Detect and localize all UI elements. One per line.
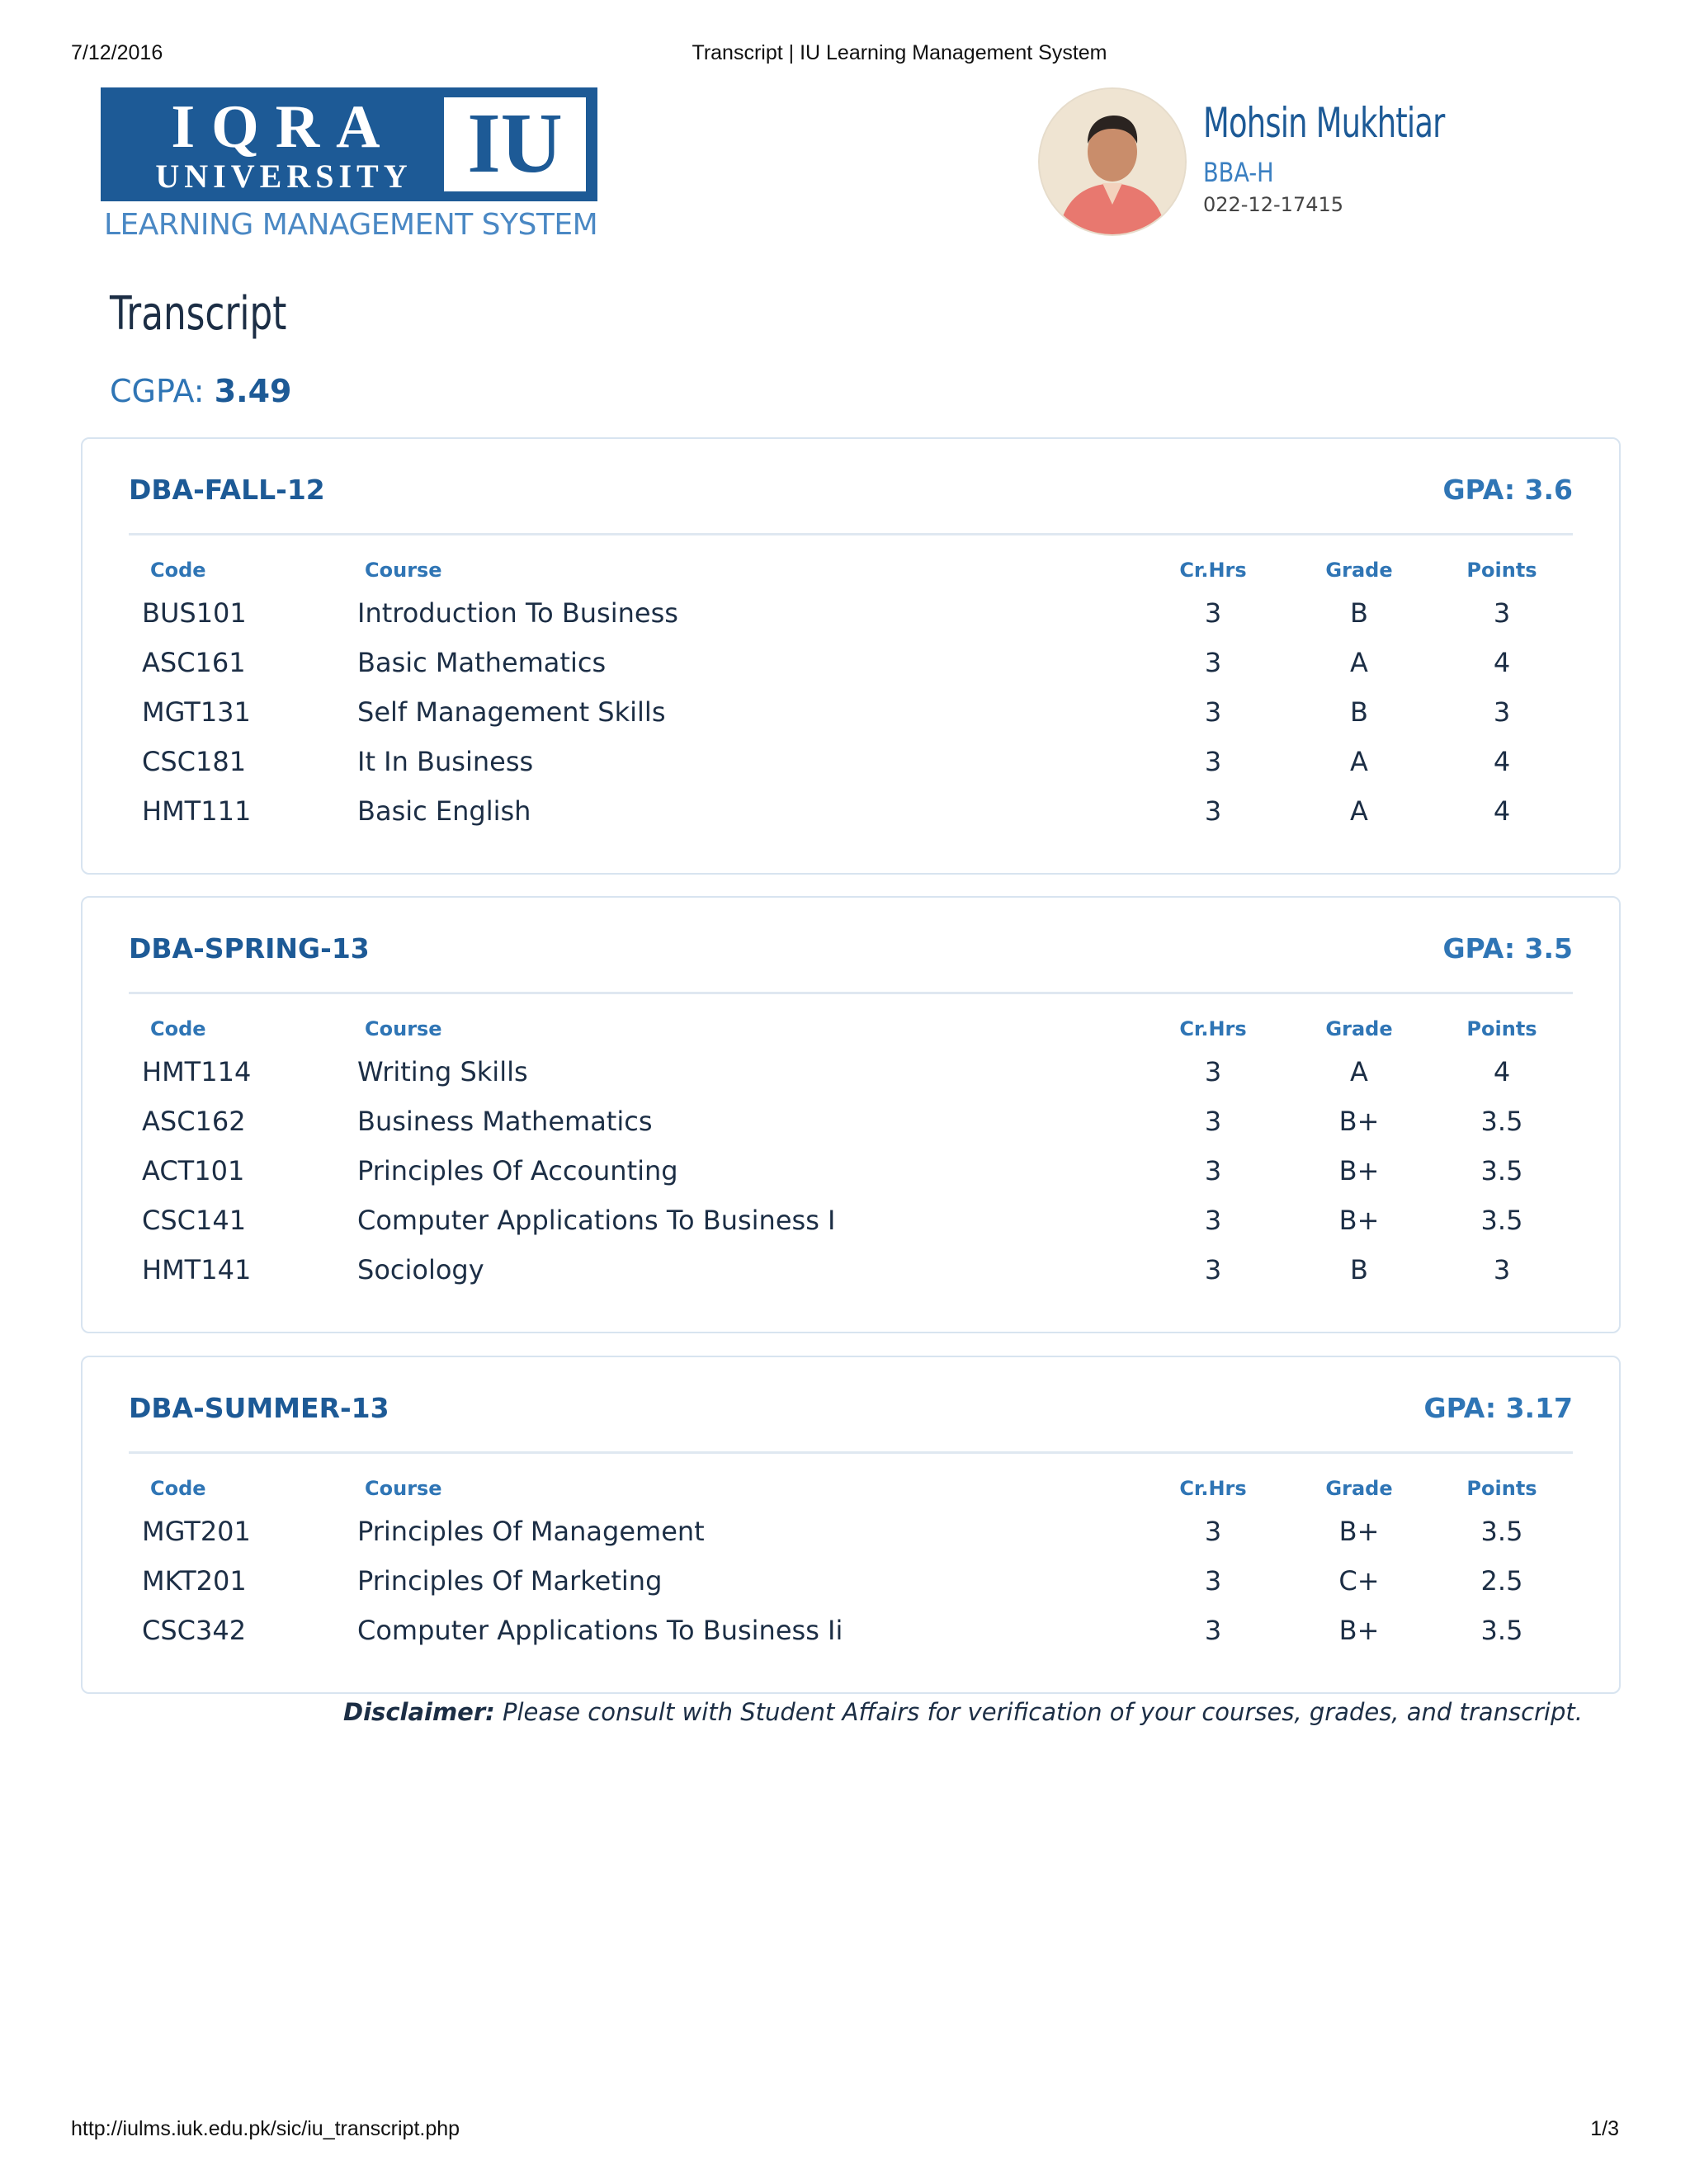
course-crhrs: 3	[1204, 647, 1222, 678]
course-code: HMT141	[142, 1254, 252, 1285]
course-code: ASC161	[142, 647, 246, 678]
course-grade: A	[1350, 795, 1368, 827]
print-date: 7/12/2016	[71, 41, 163, 64]
disclaimer-text: Please consult with Student Affairs for verification of your courses, grades, and transcript.	[494, 1698, 1583, 1726]
col-header-code: Code	[150, 1477, 206, 1500]
course-title: Sociology	[357, 1254, 484, 1285]
logo-iu-text: IU	[467, 96, 563, 191]
print-footer	[0, 2117, 1690, 2147]
course-code: MGT131	[142, 696, 251, 728]
course-points: 3	[1493, 696, 1511, 728]
page-number: 1/3	[1590, 2117, 1619, 2140]
course-points: 3.5	[1480, 1516, 1523, 1547]
logo-university-text: UNIVERSITY	[155, 158, 413, 195]
course-points: 4	[1493, 1056, 1511, 1087]
page-title: Transcript	[110, 287, 287, 341]
course-crhrs: 3	[1204, 1516, 1222, 1547]
course-crhrs: 3	[1204, 597, 1222, 629]
col-header-points: Points	[1466, 559, 1537, 582]
course-grade: B+	[1338, 1106, 1380, 1137]
avatar-icon	[1040, 89, 1185, 234]
disclaimer-label: Disclaimer:	[343, 1698, 495, 1726]
course-crhrs: 3	[1204, 696, 1222, 728]
course-points: 4	[1493, 795, 1511, 827]
course-title: It In Business	[357, 746, 534, 777]
col-header-crhrs: Cr.Hrs	[1179, 1017, 1247, 1040]
course-title: Principles Of Management	[357, 1516, 705, 1547]
course-crhrs: 3	[1204, 1205, 1222, 1236]
course-points: 3.5	[1480, 1615, 1523, 1646]
logo-iu-mark	[444, 97, 586, 191]
logo-banner	[101, 87, 597, 201]
course-title: Principles Of Accounting	[357, 1155, 678, 1186]
col-header-course: Course	[365, 1017, 442, 1040]
course-code: HMT111	[142, 795, 252, 827]
course-crhrs: 3	[1204, 1565, 1222, 1597]
iqra-university-logo[interactable]	[101, 87, 597, 249]
course-grade: A	[1350, 647, 1368, 678]
student-id: 022-12-17415	[1203, 193, 1344, 216]
course-crhrs: 3	[1204, 1106, 1222, 1137]
print-header	[0, 41, 1690, 71]
term-panel	[81, 437, 1621, 875]
course-grade: B	[1350, 1254, 1368, 1285]
term-panel	[81, 896, 1621, 1333]
student-avatar	[1038, 87, 1187, 236]
term-header	[129, 1357, 1573, 1454]
course-code: CSC342	[142, 1615, 247, 1646]
col-header-course: Course	[365, 1477, 442, 1500]
course-points: 2.5	[1480, 1565, 1523, 1597]
course-title: Computer Applications To Business I	[357, 1205, 836, 1236]
term-gpa: GPA: 3.5	[1442, 932, 1573, 965]
course-grade: B+	[1338, 1205, 1380, 1236]
course-points: 3.5	[1480, 1205, 1523, 1236]
student-name: Mohsin Mukhtiar	[1203, 99, 1445, 147]
course-title: Principles Of Marketing	[357, 1565, 663, 1597]
cgpa-value: 3.49	[214, 373, 292, 409]
course-grade: B+	[1338, 1516, 1380, 1547]
term-name: DBA-FALL-12	[129, 474, 325, 506]
col-header-grade: Grade	[1325, 1477, 1393, 1500]
course-code: MKT201	[142, 1565, 247, 1597]
course-code: ASC162	[142, 1106, 246, 1137]
course-grade: B	[1350, 597, 1368, 629]
course-grade: C+	[1338, 1565, 1380, 1597]
col-header-code: Code	[150, 1017, 206, 1040]
course-points: 3	[1493, 597, 1511, 629]
course-points: 3.5	[1480, 1155, 1523, 1186]
term-panel	[81, 1356, 1621, 1694]
page-url[interactable]: http://iulms.iuk.edu.pk/sic/iu_transcript.php	[71, 2117, 460, 2140]
course-code: BUS101	[142, 597, 247, 629]
course-crhrs: 3	[1204, 1155, 1222, 1186]
course-crhrs: 3	[1204, 795, 1222, 827]
course-code: HMT114	[142, 1056, 252, 1087]
course-title: Basic Mathematics	[357, 647, 607, 678]
course-title: Computer Applications To Business Ii	[357, 1615, 843, 1646]
disclaimer	[343, 1698, 1583, 1726]
course-title: Introduction To Business	[357, 597, 678, 629]
course-code: MGT201	[142, 1516, 251, 1547]
term-gpa: GPA: 3.6	[1442, 474, 1573, 506]
col-header-points: Points	[1466, 1477, 1537, 1500]
col-header-grade: Grade	[1325, 559, 1393, 582]
col-header-course: Course	[365, 559, 442, 582]
course-points: 3	[1493, 1254, 1511, 1285]
course-title: Business Mathematics	[357, 1106, 653, 1137]
cgpa	[110, 373, 291, 409]
course-grade: A	[1350, 1056, 1368, 1087]
term-name: DBA-SUMMER-13	[129, 1392, 389, 1424]
term-header	[129, 898, 1573, 994]
print-title: Transcript | IU Learning Management System	[692, 41, 1107, 64]
course-crhrs: 3	[1204, 1615, 1222, 1646]
col-header-grade: Grade	[1325, 1017, 1393, 1040]
col-header-crhrs: Cr.Hrs	[1179, 1477, 1247, 1500]
course-points: 3.5	[1480, 1106, 1523, 1137]
col-header-crhrs: Cr.Hrs	[1179, 559, 1247, 582]
cgpa-label: CGPA:	[110, 373, 205, 409]
term-gpa: GPA: 3.17	[1423, 1392, 1573, 1424]
logo-subtitle: LEARNING MANAGEMENT SYSTEM	[104, 208, 598, 242]
student-program: BBA-H	[1203, 157, 1274, 188]
course-grade: A	[1350, 746, 1368, 777]
course-grade: B+	[1338, 1615, 1380, 1646]
col-header-code: Code	[150, 559, 206, 582]
course-crhrs: 3	[1204, 746, 1222, 777]
term-name: DBA-SPRING-13	[129, 932, 370, 965]
col-header-points: Points	[1466, 1017, 1537, 1040]
logo-iqra-text: IQRA	[171, 93, 397, 161]
course-grade: B	[1350, 696, 1368, 728]
course-points: 4	[1493, 647, 1511, 678]
course-title: Self Management Skills	[357, 696, 666, 728]
term-header	[129, 439, 1573, 535]
course-code: ACT101	[142, 1155, 245, 1186]
course-code: CSC181	[142, 746, 247, 777]
course-crhrs: 3	[1204, 1254, 1222, 1285]
course-crhrs: 3	[1204, 1056, 1222, 1087]
course-title: Basic English	[357, 795, 531, 827]
course-code: CSC141	[142, 1205, 247, 1236]
course-grade: B+	[1338, 1155, 1380, 1186]
course-title: Writing Skills	[357, 1056, 528, 1087]
course-points: 4	[1493, 746, 1511, 777]
